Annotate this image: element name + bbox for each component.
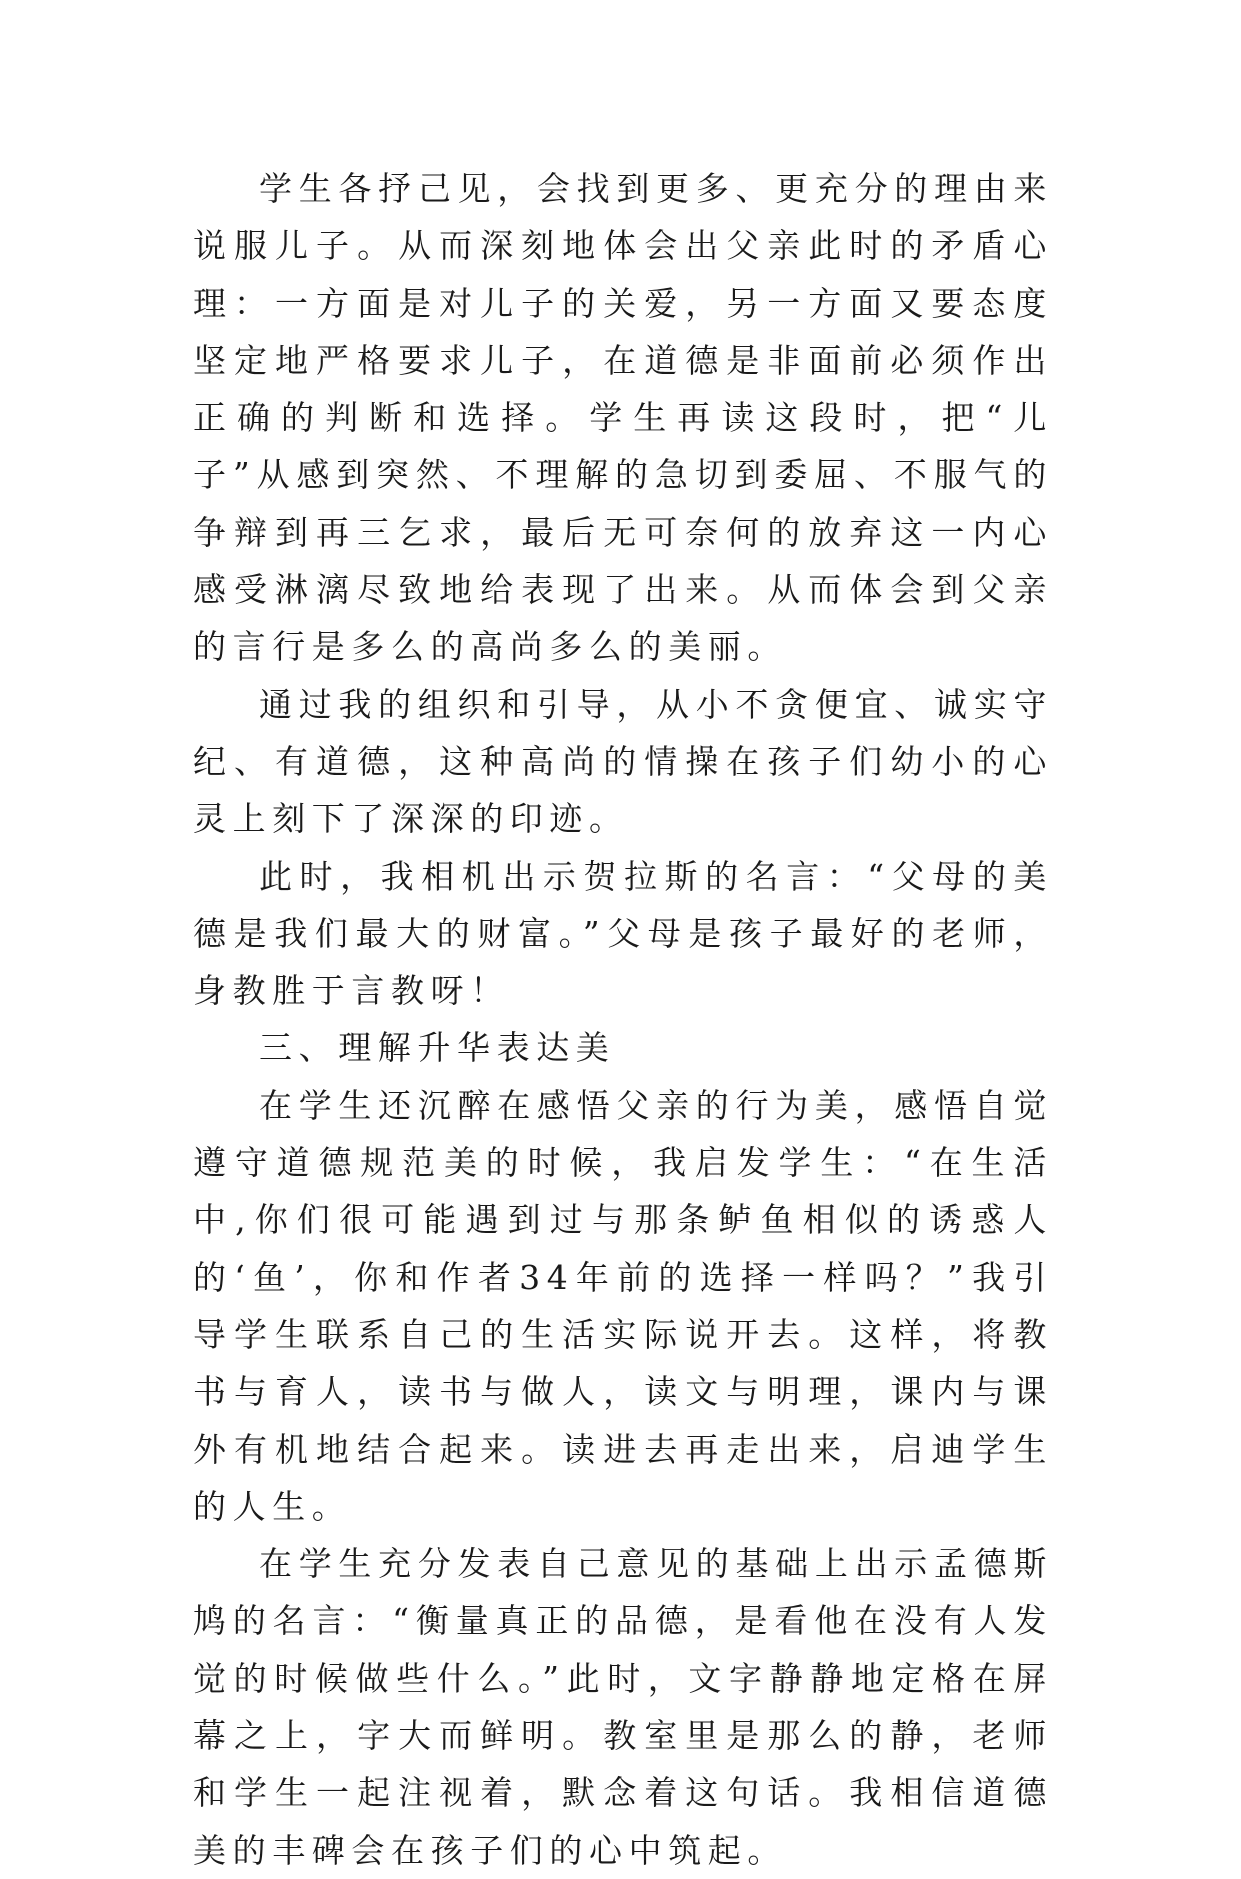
paragraph-1: 学生各抒己见，会找到更多、更充分的理由来说服儿子。从而深刻地体会出父亲此时的矛盾心理：一方面是对儿子的关爱，另一方面又要态度坚定地严格要求儿子，在道德是非面前必须作出正确的判断和选择。学生再读这段时，把“儿子”从感到突然、不理解的急切到委屈、不服气的争辩到再三乞求，最后无可奈何的放弃这一内心感受淋漓尽致地给表现了出来。从而体会到父亲的言行是多么的高尚多么的美丽。 xyxy=(193,169,1053,667)
paragraph-5: 在学生还沉醉在感悟父亲的行为美，感悟自觉遵守道德规范美的时候，我启发学生：“在生活中,你们很可能遇到过与那条鲈鱼相似的诱惑人的‘鱼’，你和作者34年前的选择一样吗？”我引导学生联系自己的生活实际说开去。这样，将教书与育人，读书与做人，读文与明理，课内与课外有机地结合起来。读进去再走出来，启迪学生的人生。 xyxy=(193,1085,1053,1526)
paragraph-3: 此时，我相机出示贺拉斯的名言：“父母的美德是我们最大的财富。”父母是孩子最好的老师，身教胜于言教呀！ xyxy=(193,856,1053,1011)
section-heading: 三、理解升华表达美 xyxy=(259,1028,616,1068)
document-body xyxy=(193,160,1053,1879)
paragraph-6: 在学生充分发表自己意见的基础上出示孟德斯鸠的名言：“衡量真正的品德，是看他在没有人发觉的时候做些什么。”此时，文字静静地定格在屏幕之上，字大而鲜明。教室里是那么的静，老师和学生一起注视着，默念着这句话。我相信道德美的丰碑会在孩子们的心中筑起。 xyxy=(193,1544,1053,1870)
paragraph-2: 通过我的组织和引导，从小不贪便宜、诚实守纪、有道德，这种高尚的情操在孩子们幼小的心灵上刻下了深深的印迹。 xyxy=(193,684,1053,839)
